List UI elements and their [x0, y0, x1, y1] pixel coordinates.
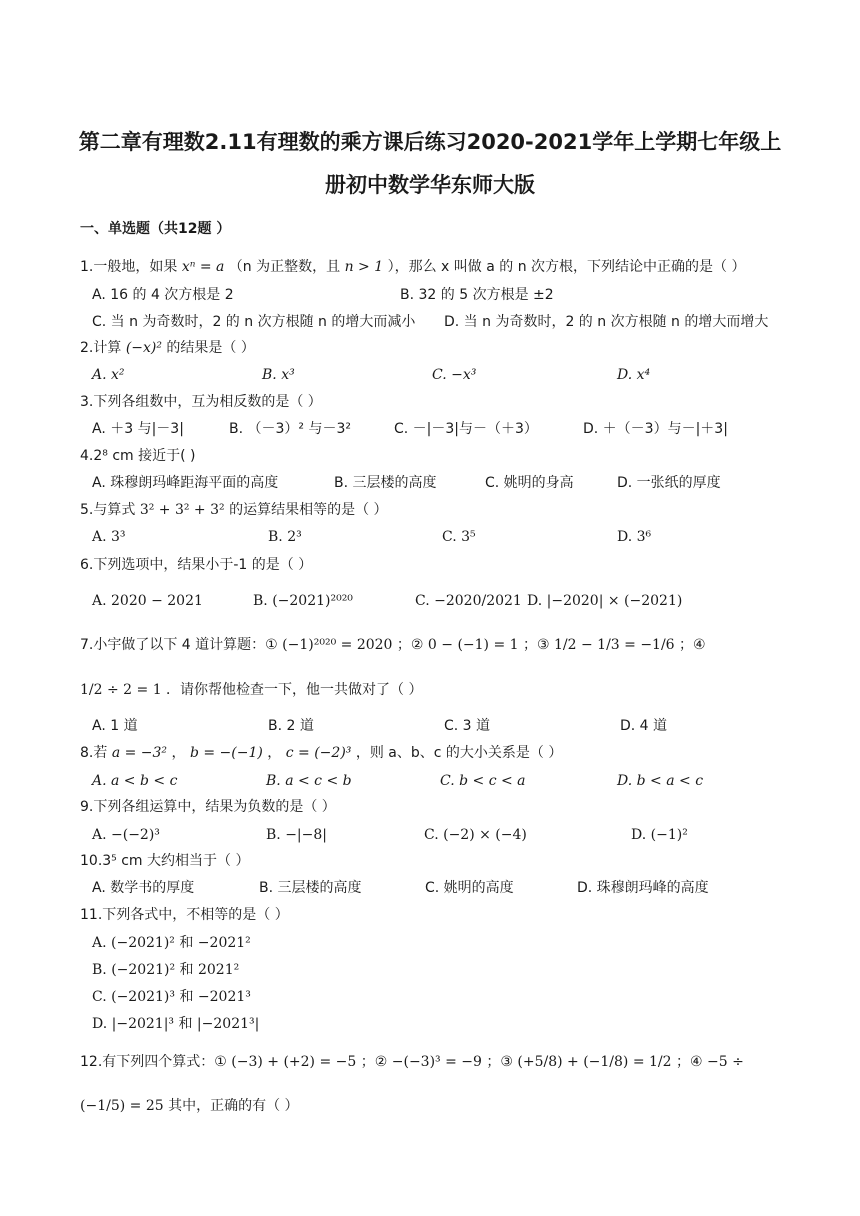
question-6-option-a[interactable]: A. 2020 − 2021: [92, 593, 203, 609]
question-3-option-d[interactable]: D. ＋（－3）与－|＋3|: [583, 421, 728, 437]
math-expression: (−x)²: [125, 340, 162, 356]
question-11-option-d[interactable]: D. |−2021|³ 和 |−2021³|: [92, 1016, 260, 1032]
question-1-option-d[interactable]: D. 当 n 为奇数时，2 的 n 次方根随 n 的增大而增大: [444, 314, 769, 330]
question-10-option-b[interactable]: B. 三层楼的高度: [259, 880, 362, 896]
question-7-stem-line-1: 7.小宇做了以下 4 道计算题：① (−1)²⁰²⁰ = 2020 ；② 0 − (−1) = 1 ；③ 1/2 − 1/3 = −1/6 ；④: [80, 637, 706, 653]
question-12-stem-line-1: 12.有下列四个算式：① (−3) + (+2) = −5 ；② −(−3)³ = −9 ；③ (+5/8) + (−1/8) = 1/2 ；④ −5 ÷: [80, 1054, 744, 1070]
math-expression: xⁿ = a: [181, 259, 225, 275]
question-9-option-d[interactable]: D. (−1)²: [631, 827, 688, 843]
question-3-option-c[interactable]: C. －|－3|与－（＋3）: [394, 421, 538, 437]
question-1-option-a[interactable]: A. 16 的 4 次方根是 2: [92, 287, 234, 303]
document-title-line-2: 册初中数学华东师大版: [325, 173, 535, 197]
math-expression: n > 1: [344, 259, 384, 275]
question-10-option-c[interactable]: C. 姚明的高度: [425, 880, 514, 896]
question-3-option-b[interactable]: B. （－3）² 与－3²: [229, 421, 351, 437]
question-6-stem: 6.下列选项中，结果小于-1 的是（ ）: [80, 557, 313, 573]
question-6-option-d[interactable]: D. |−2020| × (−2021): [527, 593, 683, 609]
question-9-option-a[interactable]: A. −(−2)³: [92, 827, 160, 843]
question-4-option-b[interactable]: B. 三层楼的高度: [334, 475, 437, 491]
math-expression: (−3) + (+2) = −5: [231, 1054, 357, 1070]
question-11-option-a[interactable]: A. (−2021)² 和 −2021²: [92, 935, 251, 951]
question-7-option-d[interactable]: D. 4 道: [620, 718, 668, 734]
math-expression: (−1)²⁰²⁰ = 2020: [282, 637, 393, 653]
question-1-option-b[interactable]: B. 32 的 5 次方根是 ±2: [400, 287, 554, 303]
question-11-option-c[interactable]: C. (−2021)³ 和 −2021³: [92, 989, 251, 1005]
question-2-option-b[interactable]: B. x³: [262, 367, 295, 383]
math-expression: −5 ÷: [707, 1054, 744, 1070]
question-2-option-d[interactable]: D. x⁴: [617, 367, 651, 383]
question-8-option-b[interactable]: B. a < c < b: [266, 773, 352, 789]
math-expression: (−1/5) = 25: [80, 1098, 164, 1114]
question-6-option-c[interactable]: C. −2020/2021: [415, 593, 522, 609]
math-expression: 1/2 − 1/3 = −1/6: [554, 637, 675, 653]
question-9-option-b[interactable]: B. −|−8|: [266, 827, 327, 843]
document-title-line-1: 第二章有理数2.11有理数的乘方课后练习2020-2021学年上学期七年级上: [78, 130, 782, 154]
math-expression: (+5/8) + (−1/8) = 1/2: [517, 1054, 672, 1070]
math-expression: 1/2 ÷ 2 = 1: [80, 682, 162, 698]
question-2-option-a[interactable]: A. x²: [92, 367, 125, 383]
question-8-option-c[interactable]: C. b < c < a: [440, 773, 526, 789]
question-7-option-c[interactable]: C. 3 道: [444, 718, 491, 734]
question-3-stem: 3.下列各组数中，互为相反数的是（ ）: [80, 394, 322, 410]
question-11-stem: 11.下列各式中，不相等的是（ ）: [80, 907, 289, 923]
math-expression: c = (−2)³: [285, 745, 352, 761]
question-5-option-d[interactable]: D. 3⁶: [617, 529, 652, 545]
question-7-option-a[interactable]: A. 1 道: [92, 718, 138, 734]
question-1-stem: 1.一般地，如果 xⁿ = a （n 为正整数，且 n > 1 ），那么 x 叫做 a 的 n 次方根，下列结论中正确的是（ ）: [80, 259, 746, 275]
question-4-option-d[interactable]: D. 一张纸的厚度: [617, 475, 721, 491]
question-5-option-a[interactable]: A. 3³: [92, 529, 126, 545]
question-4-option-a[interactable]: A. 珠穆朗玛峰距海平面的高度: [92, 475, 279, 491]
question-9-option-c[interactable]: C. (−2) × (−4): [424, 827, 527, 843]
math-expression: a = −3²: [111, 745, 168, 761]
question-10-option-a[interactable]: A. 数学书的厚度: [92, 880, 195, 896]
math-expression: 3² + 3² + 3²: [139, 502, 225, 518]
question-7-option-b[interactable]: B. 2 道: [268, 718, 314, 734]
question-5-option-c[interactable]: C. 3⁵: [442, 529, 476, 545]
question-5-stem: 5.与算式 3² + 3² + 3² 的运算结果相等的是（ ）: [80, 502, 388, 518]
question-9-stem: 9.下列各组运算中，结果为负数的是（ ）: [80, 799, 336, 815]
question-4-stem: 4.2⁸ cm 接近于( ): [80, 448, 196, 464]
math-expression: b = −(−1): [189, 745, 263, 761]
question-12-stem-line-2: (−1/5) = 25 其中，正确的有（ ）: [80, 1098, 299, 1114]
section-heading: 一、单选题（共12题 ）: [80, 221, 231, 237]
question-8-stem: 8.若 a = −3² ， b = −(−1) ， c = (−2)³ ，则 a、b、c 的大小关系是（ ）: [80, 745, 563, 761]
question-8-option-d[interactable]: D. b < a < c: [617, 773, 704, 789]
question-8-option-a[interactable]: A. a < b < c: [92, 773, 178, 789]
question-6-option-b[interactable]: B. (−2021)²⁰²⁰: [253, 593, 353, 609]
question-4-option-c[interactable]: C. 姚明的身高: [485, 475, 574, 491]
question-3-option-a[interactable]: A. ＋3 与|－3|: [92, 421, 184, 437]
question-11-option-b[interactable]: B. (−2021)² 和 2021²: [92, 962, 240, 978]
question-10-stem: 10.3⁵ cm 大约相当于（ ）: [80, 853, 250, 869]
question-7-stem-line-2: 1/2 ÷ 2 = 1 ．请你帮他检查一下，他一共做对了（ ）: [80, 682, 423, 698]
math-expression: 0 − (−1) = 1: [427, 637, 519, 653]
question-10-option-d[interactable]: D. 珠穆朗玛峰的高度: [577, 880, 709, 896]
question-2-stem: 2.计算 (−x)² 的结果是（ ）: [80, 340, 255, 356]
question-1-option-c[interactable]: C. 当 n 为奇数时，2 的 n 次方根随 n 的增大而减小: [92, 314, 416, 330]
math-expression: −(−3)³ = −9: [391, 1054, 482, 1070]
question-5-option-b[interactable]: B. 2³: [268, 529, 302, 545]
question-2-option-c[interactable]: C. −x³: [432, 367, 477, 383]
